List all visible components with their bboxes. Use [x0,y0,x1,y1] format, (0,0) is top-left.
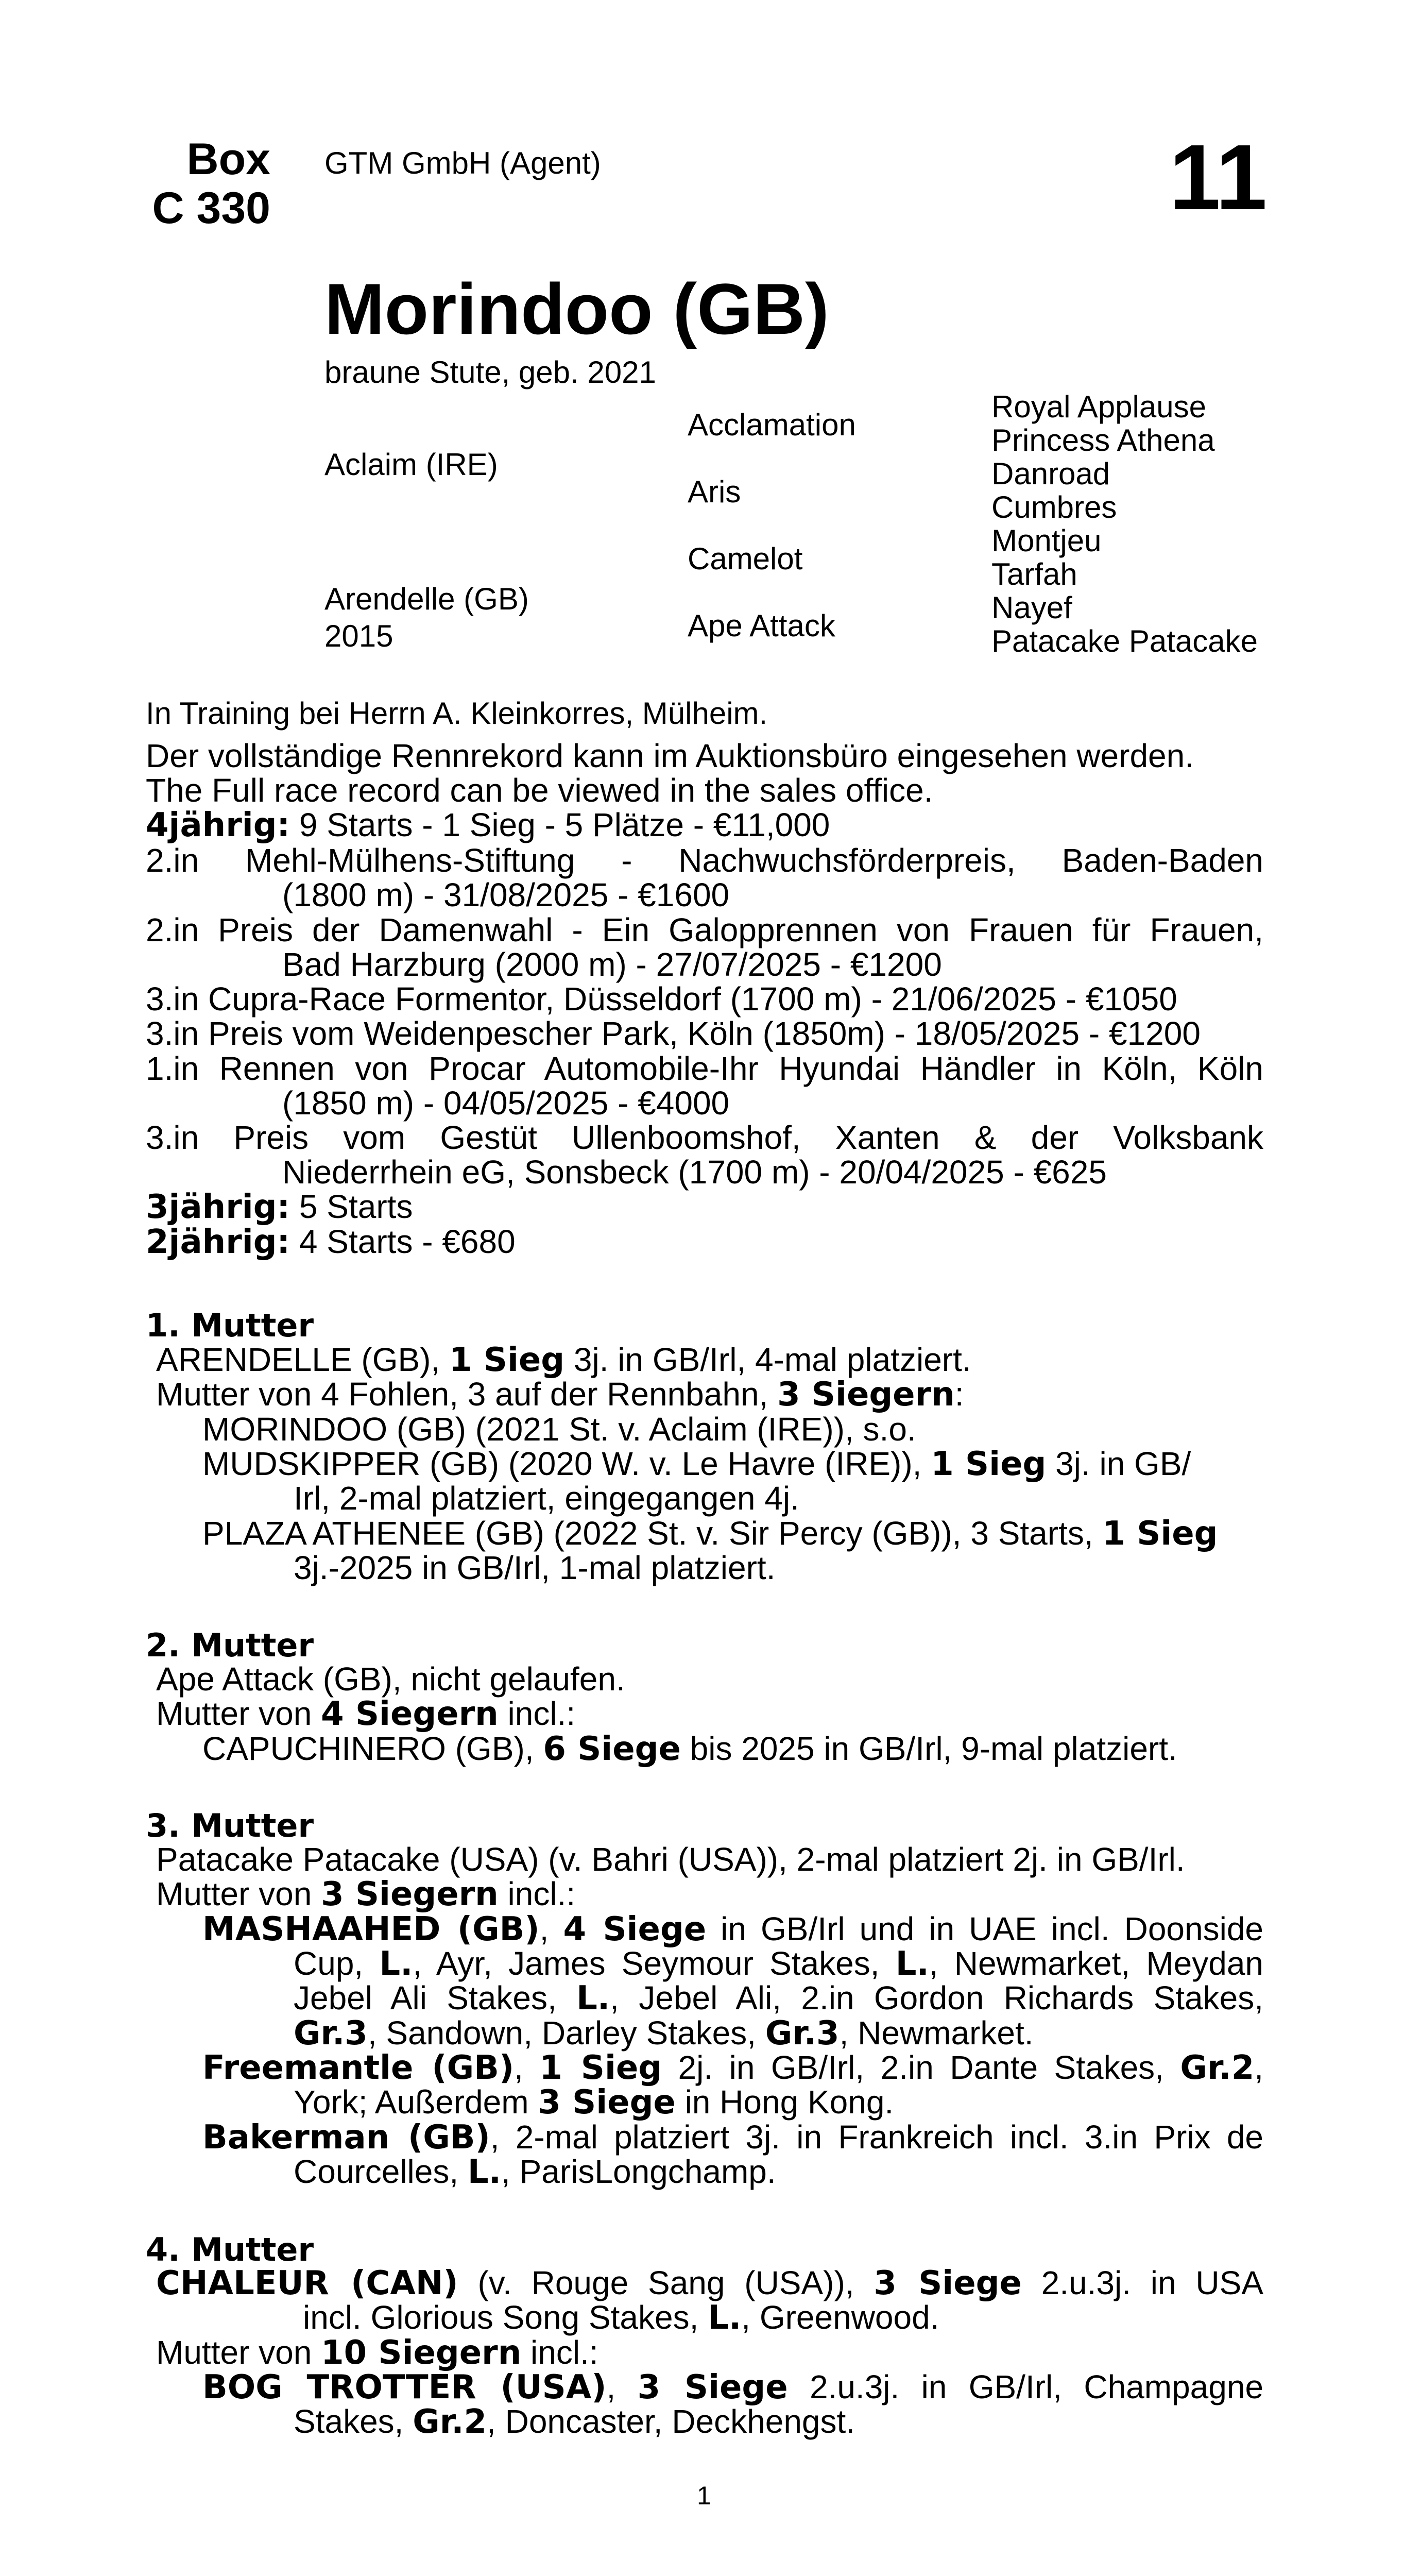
race-entry: 3.in Cupra-Race Formentor, Düsseldorf (1700 m) - 21/06/2025 - €1050 [146,980,1177,1018]
fourth-dam-heading: 4. Mutter [146,2231,314,2268]
progeny-mudskipper: MUDSKIPPER (GB) (2020 W. v. Le Havre (IRE)), 1 Sieg 3j. in GB/ [202,1445,1191,1483]
third-dam-line: Patacake Patacake (USA) (v. Bahri (USA)), 2-mal platziert 2j. in GB/Irl. [156,1841,1185,1878]
box-code: C 330 [152,183,270,233]
lot-number: 11 [1169,126,1268,229]
progeny-capuchinero: CAPUCHINERO (GB), 6 Siege bis 2025 in GB/Irl, 9-mal platziert. [202,1730,1177,1768]
pedigree-sire-sire: Acclamation [688,408,856,442]
pedigree-ggp-1: Royal Applause [991,389,1206,424]
pedigree-dam-dam: Ape Attack [688,608,835,643]
progeny-freemantle-cont: York; Außerdem 3 Siege in Hong Kong. [294,2083,894,2122]
page-number: 1 [697,2481,711,2510]
race-record-note-en: The Full race record can be viewed in the sales office. [146,772,933,809]
race-entry-cont: Bad Harzburg (2000 m) - 27/07/2025 - €1200 [282,946,942,983]
race-entry: 2.in Mehl-Mülhens-Stiftung - Nachwuchsförderpreis, Baden-Baden [146,842,1263,879]
race-entry: 1.in Rennen von Procar Automobile-Ihr Hyundai Händler in Köln, Köln [146,1050,1263,1087]
age3-label: 3jährig: [146,1188,290,1226]
progeny-bakerman-cont: Courcelles, L., ParisLongchamp. [294,2153,776,2191]
race-record-note-de: Der vollständige Rennrekord kann im Auktionsbüro eingesehen werden. [146,737,1194,774]
progeny-mashaahed: MASHAAHED (GB), 4 Siege in GB/Irl und in UAE incl. Doonside [202,1910,1264,1948]
age4-summary: 4jährig: 9 Starts - 1 Sieg - 5 Plätze - €11,000 [146,806,830,844]
progeny-plaza-athenee-cont: 3j.-2025 in GB/Irl, 1-mal platziert. [294,1549,776,1586]
progeny-freemantle: Freemantle (GB), 1 Sieg 2j. in GB/Irl, 2.in Dante Stakes, Gr.2, [202,2049,1264,2087]
race-entry: 2.in Preis der Damenwahl - Ein Galopprennen von Frauen für Frauen, [146,911,1263,948]
box-word: Box [186,134,270,184]
race-entry-cont: (1800 m) - 31/08/2025 - €1600 [282,876,730,913]
third-dam-heading: 3. Mutter [146,1807,314,1844]
age2-summary: 2jährig: 4 Starts - €680 [146,1223,516,1261]
pedigree-ggp-4: Cumbres [991,490,1117,524]
first-dam-produce: Mutter von 4 Fohlen, 3 auf der Rennbahn, 3 Siegern: [156,1376,964,1414]
pedigree-dam-year: 2015 [324,619,393,653]
fourth-dam-line-cont: incl. Glorious Song Stakes, L., Greenwood. [303,2299,939,2337]
progeny-morindoo: MORINDOO (GB) (2021 St. v. Aclaim (IRE)), s.o. [202,1411,916,1448]
third-dam-produce: Mutter von 3 Siegern incl.: [156,1875,576,1913]
pedigree-ggp-2: Princess Athena [991,423,1215,457]
pedigree-sire-dam: Aris [688,474,741,509]
age4-label: 4jährig: [146,806,290,844]
progeny-mashaahed-cont: Cup, L., Ayr, James Seymour Stakes, L., Newmarket, Meydan [294,1945,1263,1983]
pedigree-ggp-5: Montjeu [991,523,1102,558]
pedigree-ggp-6: Tarfah [991,557,1077,591]
pedigree-dam: Arendelle (GB) [324,582,529,616]
pedigree-dam-sire: Camelot [688,541,803,576]
horse-name: Morindoo (GB) [324,268,829,349]
progeny-bakerman: Bakerman (GB), 2-mal platziert 3j. in Frankreich incl. 3.in Prix de [202,2119,1264,2157]
progeny-mudskipper-cont: Irl, 2-mal platziert, eingegangen 4j. [294,1480,799,1517]
second-dam-heading: 2. Mutter [146,1626,314,1664]
pedigree-ggp-8: Patacake Patacake [991,624,1258,658]
pedigree-ggp-7: Nayef [991,590,1072,625]
box-label [126,135,270,232]
progeny-mashaahed-cont: Jebel Ali Stakes, L., Jebel Ali, 2.in Gordon Richards Stakes, [294,1979,1263,2018]
progeny-plaza-athenee: PLAZA ATHENEE (GB) (2022 St. v. Sir Percy (GB)), 3 Starts, 1 Sieg [202,1515,1218,1553]
race-entry-cont: (1850 m) - 04/05/2025 - €4000 [282,1084,730,1122]
first-dam-line: ARENDELLE (GB), 1 Sieg 3j. in GB/Irl, 4-mal platziert. [156,1341,971,1379]
progeny-mashaahed-cont: Gr.3, Sandown, Darley Stakes, Gr.3, Newmarket. [294,2014,1034,2053]
second-dam-line: Ape Attack (GB), nicht gelaufen. [156,1660,625,1698]
race-entry: 3.in Preis vom Gestüt Ullenboomshof, Xanten & der Volksbank [146,1119,1263,1156]
age3-summary: 3jährig: 5 Starts [146,1188,413,1226]
training-note: In Training bei Herrn A. Kleinkorres, Mülheim. [146,696,768,731]
pedigree-ggp-3: Danroad [991,456,1110,491]
fourth-dam-line: CHALEUR (CAN) (v. Rouge Sang (USA)), 3 Siege 2.u.3j. in USA [156,2264,1263,2302]
second-dam-produce: Mutter von 4 Siegern incl.: [156,1695,576,1733]
race-entry: 3.in Preis vom Weidenpescher Park, Köln (1850m) - 18/05/2025 - €1200 [146,1015,1201,1052]
age2-label: 2jährig: [146,1223,290,1261]
horse-description: braune Stute, geb. 2021 [324,355,656,389]
progeny-bog-trotter-cont: Stakes, Gr.2, Doncaster, Deckhengst. [294,2403,855,2441]
first-dam-heading: 1. Mutter [146,1307,314,1344]
pedigree-sire: Aclaim (IRE) [324,447,498,482]
agent-name: GTM GmbH (Agent) [324,146,601,180]
fourth-dam-produce: Mutter von 10 Siegern incl.: [156,2334,598,2372]
progeny-bog-trotter: BOG TROTTER (USA), 3 Siege 2.u.3j. in GB/Irl, Champagne [202,2368,1264,2406]
race-entry-cont: Niederrhein eG, Sonsbeck (1700 m) - 20/04/2025 - €625 [282,1154,1107,1191]
